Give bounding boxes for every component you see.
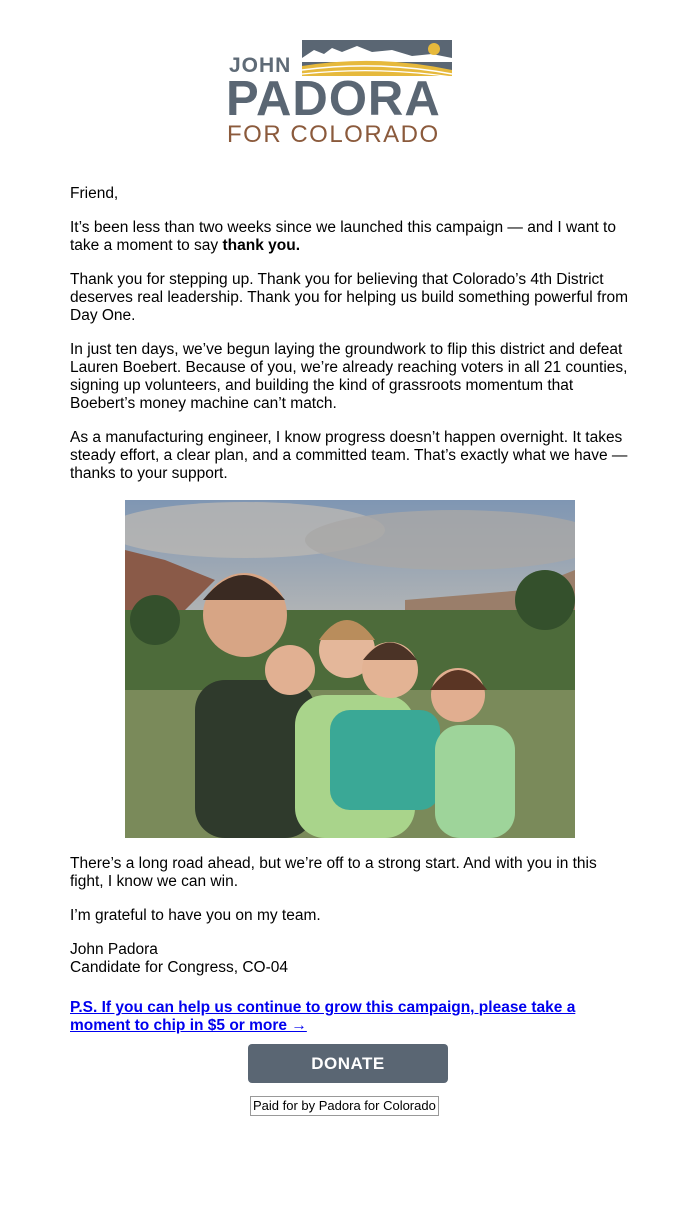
paragraph-1-text: It’s been less than two weeks since we launched this campaign — and I want to take a moment to say	[70, 219, 616, 254]
paragraph-1-bold: thank you.	[222, 237, 301, 254]
signature-title: Candidate for Congress, CO-04	[70, 959, 288, 976]
paragraph-3: In just ten days, we’ve begun laying the groundwork to flip this district and defeat Lauren Boebert. Because of you, we’re already reaching voters in all 21 counties, signing up volunteers, and building the kind of grassroots momentum that Boebert’s money machine can’t match.	[70, 341, 628, 412]
logo-first-name: JOHN	[229, 54, 292, 77]
signature-name: John Padora	[70, 941, 158, 958]
paragraph-6: I’m grateful to have you on my team.	[70, 907, 321, 924]
paragraph-2: Thank you for stepping up. Thank you for believing that Colorado’s 4th District deserves real leadership. Thank you for helping us build something powerful from Day One.	[70, 271, 629, 324]
logo-tagline: FOR COLORADO	[227, 121, 440, 148]
logo-last-name: PADORA	[226, 72, 441, 126]
family-photo	[125, 500, 575, 838]
paragraph-5: There’s a long road ahead, but we’re off to a strong start. And with you in this fight, I know we can win.	[70, 855, 597, 890]
paragraph-1	[70, 219, 634, 255]
paid-for-disclaimer: Paid for by Padora for Colorado	[250, 1096, 439, 1116]
ps-donate-link[interactable]: P.S. If you can help us continue to grow this campaign, please take a moment to chip in $5 or more →	[70, 999, 576, 1034]
email-body	[70, 185, 634, 499]
campaign-logo	[226, 38, 476, 150]
paragraph-4: As a manufacturing engineer, I know progress doesn’t happen overnight. It takes steady effort, a clear plan, and a committed team. That’s exactly what we have — thanks to your support.	[70, 429, 628, 482]
email-closing	[70, 855, 634, 1051]
donate-button[interactable]: DONATE	[248, 1044, 448, 1083]
greeting: Friend,	[70, 185, 119, 202]
signature	[70, 941, 634, 977]
